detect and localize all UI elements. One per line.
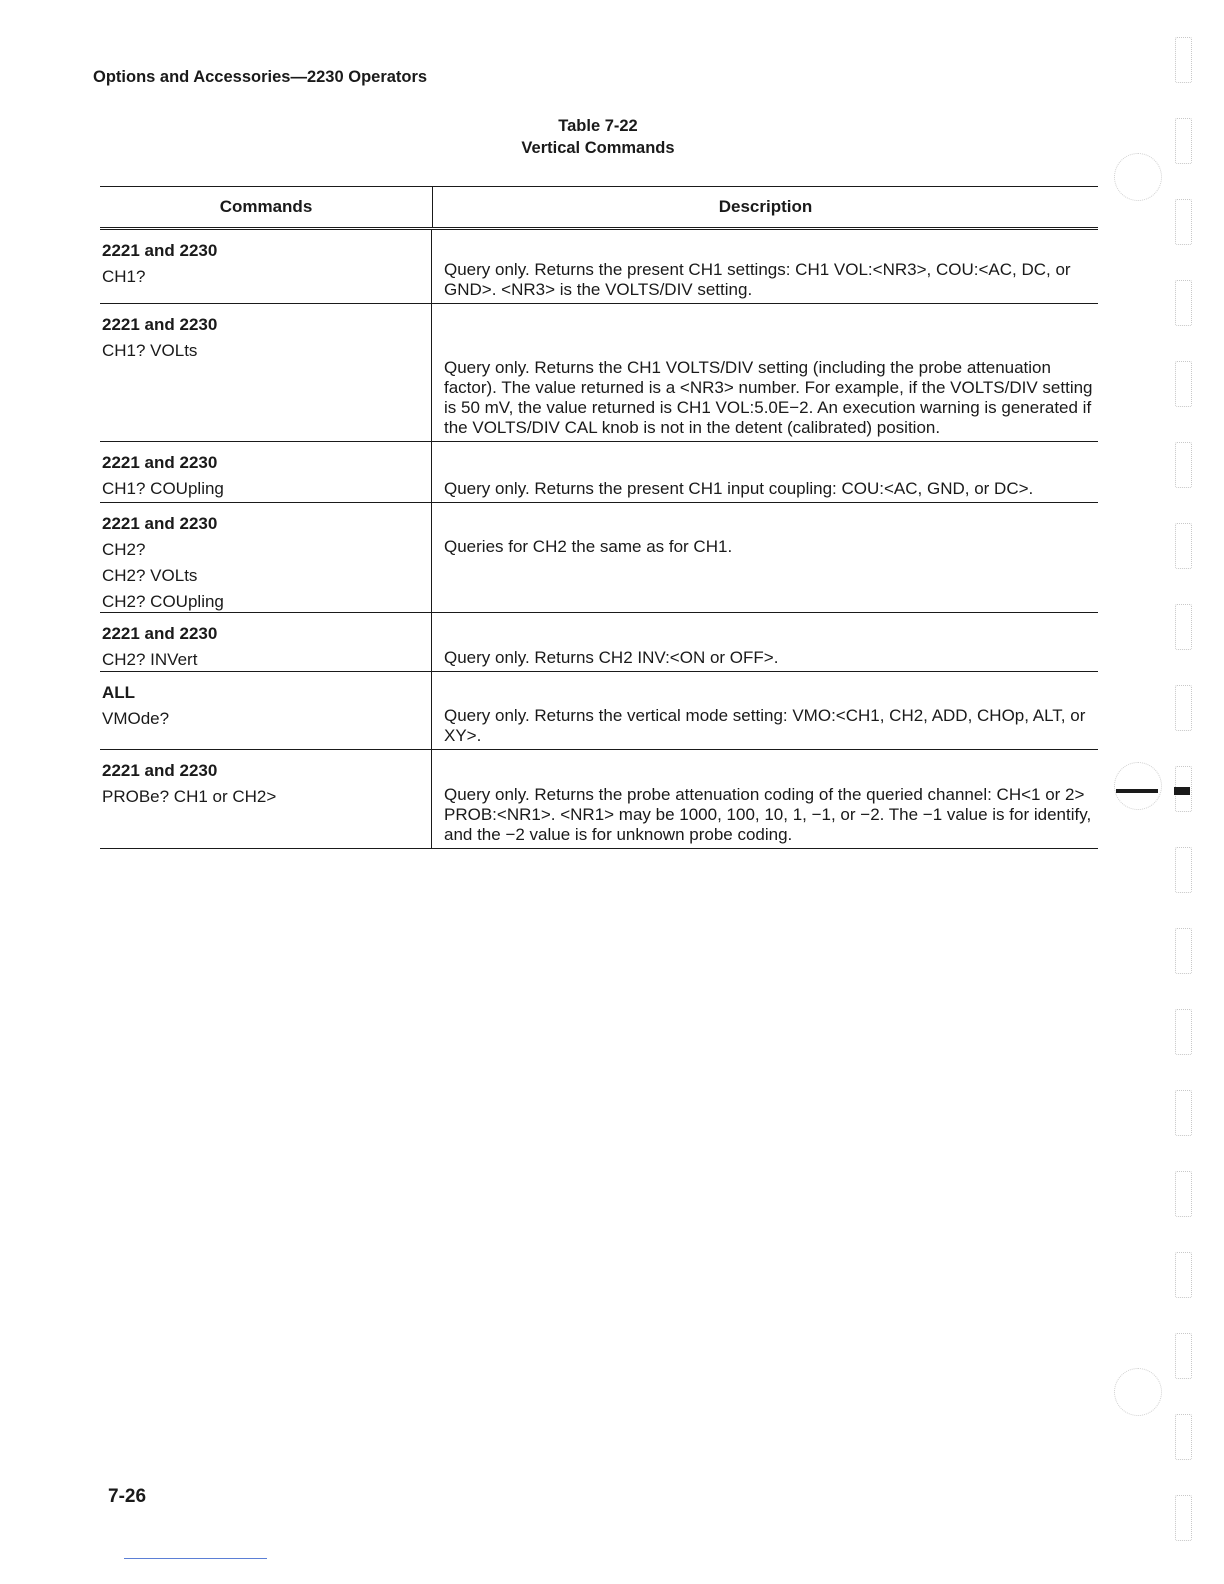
binder-hole (1114, 1368, 1162, 1416)
command-cell (100, 503, 432, 612)
table-row (100, 750, 1098, 849)
command-name: VMOde? (102, 709, 170, 728)
binder-hole (1114, 153, 1162, 201)
description-cell: Query only. Returns CH2 INV:<ON or OFF>. (444, 648, 779, 667)
command-name: CH2? (102, 540, 146, 559)
binder-tab-mark (1175, 928, 1192, 974)
bottom-rule (124, 1558, 267, 1559)
binder-tab-mark (1175, 37, 1192, 83)
binder-tab-mark (1175, 1009, 1192, 1055)
model-group: 2221 and 2230 (102, 453, 218, 472)
model-group: 2221 and 2230 (102, 761, 218, 780)
command-name: CH2? COUpling (102, 592, 224, 611)
description-cell: Query only. Returns the present CH1 settings: CH1 VOL:<NR3>, COU:<AC, DC, or GND>. <NR3> is the VOLTS/DIV setting. (444, 260, 1071, 299)
binder-tab-mark (1175, 847, 1192, 893)
model-group: 2221 and 2230 (102, 514, 218, 533)
description-cell: Query only. Returns the CH1 VOLTS/DIV setting (including the probe attenuation factor). The value returned is a <NR3> number. For example, if the VOLTS/DIV setting is 50 mV, the value returned is CH1 VOL:5.0E−2. An execution warning is generated if the VOLTS/DIV CAL knob is not in the detent (calibrated) position. (444, 358, 1093, 437)
running-head: Options and Accessories—2230 Operators (93, 68, 428, 86)
model-group: 2221 and 2230 (102, 241, 218, 260)
table-number: Table 7-22 (558, 117, 638, 135)
binder-tab-mark (1175, 1252, 1192, 1298)
table-row (100, 672, 1098, 750)
command-cell (100, 750, 432, 848)
table-row (100, 503, 1098, 613)
table-row (100, 304, 1098, 442)
command-name: CH1? COUpling (102, 479, 224, 498)
index-marker (1116, 789, 1158, 793)
command-cell (100, 672, 432, 749)
table-title: Vertical Commands (521, 139, 675, 157)
description-cell: Query only. Returns the probe attenuation coding of the queried channel: CH<1 or 2> PROB:<NR1>. <NR1> may be 1000, 100, 10, 1, −1, or −2. The −1 value is for identify, and the −2 value is for unknown probe coding. (444, 785, 1092, 844)
command-name: CH1? (102, 267, 146, 286)
table-caption (0, 115, 1196, 159)
commands-column-header: Commands (100, 187, 433, 227)
binder-hole (1114, 762, 1162, 810)
command-cell (100, 613, 432, 671)
command-cell (100, 304, 432, 441)
table-row (100, 230, 1098, 304)
model-group: ALL (102, 683, 136, 702)
table-row (100, 613, 1098, 672)
binder-tab-mark (1175, 1090, 1192, 1136)
description-cell: Query only. Returns the present CH1 input coupling: COU:<AC, GND, or DC>. (444, 479, 1034, 498)
command-name: CH2? INVert (102, 650, 198, 669)
description-column-header: Description (718, 197, 813, 216)
command-name: CH2? VOLts (102, 566, 198, 585)
model-group: 2221 and 2230 (102, 315, 218, 334)
command-name: CH1? VOLts (102, 341, 198, 360)
table-header (100, 186, 1098, 230)
binder-tab-mark (1175, 1495, 1192, 1541)
command-cell (100, 230, 432, 303)
binder-tab-mark (1175, 199, 1192, 245)
model-group: 2221 and 2230 (102, 624, 218, 643)
binder-tab-mark (1175, 1414, 1192, 1460)
page-number: 7-26 (108, 1486, 147, 1507)
command-cell (100, 442, 432, 502)
vertical-commands-table (100, 186, 1098, 849)
index-marker (1174, 787, 1190, 795)
binder-tab-mark (1175, 523, 1192, 569)
binder-tab-mark (1175, 442, 1192, 488)
table-row (100, 442, 1098, 503)
description-cell: Queries for CH2 the same as for CH1. (444, 537, 733, 556)
command-name: PROBe? CH1 or CH2> (102, 787, 277, 806)
binder-tab-mark (1175, 118, 1192, 164)
description-cell: Query only. Returns the vertical mode setting: VMO:<CH1, CH2, ADD, CHOp, ALT, or XY>. (444, 706, 1086, 745)
binder-tab-mark (1175, 280, 1192, 326)
binder-tab-mark (1175, 1333, 1192, 1379)
binder-tab-mark (1175, 1171, 1192, 1217)
binder-tab-mark (1175, 604, 1192, 650)
binder-tab-mark (1175, 361, 1192, 407)
binder-tab-mark (1175, 685, 1192, 731)
